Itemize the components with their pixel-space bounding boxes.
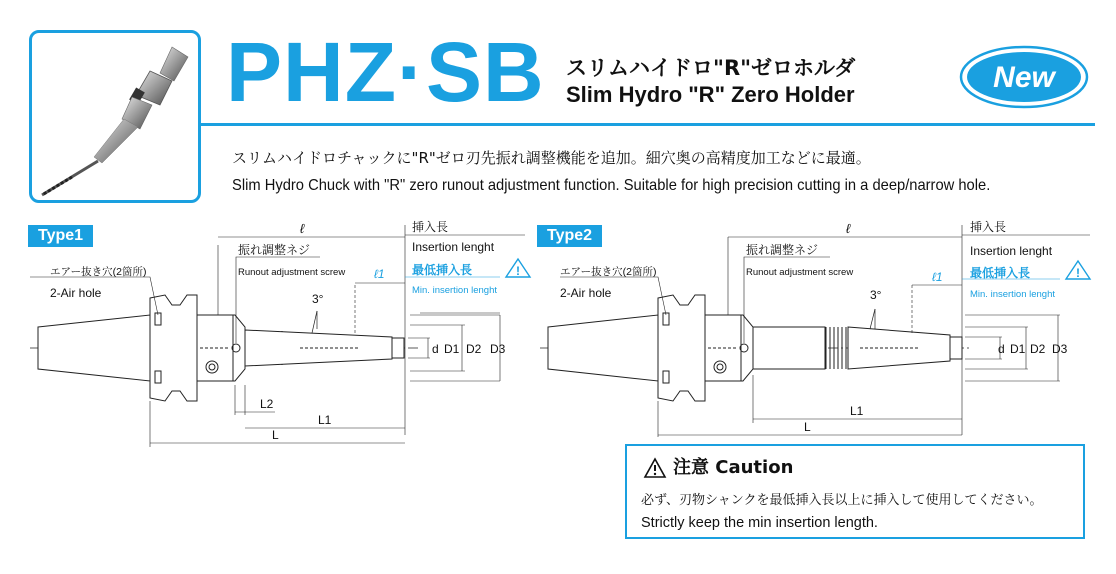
air-hole-en: 2-Air hole [560,286,612,300]
description-japanese: スリムハイドロチャックに"R"ゼロ刃先振れ調整機能を追加。細穴奥の高精度加工などに最適。 [232,149,871,167]
dim-d: d [432,342,439,356]
warning-icon [506,259,530,278]
dim-l: ℓ [300,221,305,236]
type2-badge: Type2 [537,225,602,247]
insertion-label-jp: 挿入長 [412,220,449,234]
dim-L: L [804,420,811,434]
dim-D1: D1 [444,342,460,356]
dim-l1: ℓ1 [374,267,385,281]
air-hole-jp: エアー抜き穴(2箇所) [560,266,657,278]
type1-badge: Type1 [28,225,93,247]
warning-icon [643,457,667,479]
warning-icon [1066,261,1090,280]
caution-box [625,444,1085,539]
insertion-label-jp: 挿入長 [970,220,1007,234]
caution-title-text: 注意 Caution [673,457,794,478]
runout-label-jp: 振れ調整ネジ [746,243,819,257]
subtitle-english: Slim Hydro "R" Zero Holder [566,82,855,107]
svg-text:!: ! [1076,266,1080,280]
new-badge [958,45,1090,109]
caution-text-japanese: 必ず、刃物シャンクを最低挿入長以上に挿入して使用してください。 [641,493,1043,508]
dim-L1: L1 [318,413,332,427]
caution-title [643,456,793,480]
header-divider [201,123,1095,126]
dim-D2: D2 [466,342,482,356]
dim-L: L [272,428,279,442]
air-hole-jp: エアー抜き穴(2箇所) [50,266,147,278]
dim-D3: D3 [1052,342,1068,356]
product-photo [32,33,198,200]
min-insertion-jp: 最低挿入長 [412,263,473,277]
insertion-label-en: Insertion lenght [970,244,1053,258]
dim-L2: L2 [260,397,274,411]
insertion-label-en: Insertion lenght [412,240,495,254]
type1-drawing [0,215,540,455]
air-hole-en: 2-Air hole [50,286,102,300]
angle-label: 3° [312,292,324,306]
caution-text-english: Strictly keep the min insertion length. [641,515,878,531]
dim-D2: D2 [1030,342,1046,356]
angle-label: 3° [870,288,882,302]
runout-label-jp: 振れ調整ネジ [238,243,311,257]
min-insertion-jp: 最低挿入長 [970,266,1031,280]
dim-D1: D1 [1010,342,1026,356]
subtitle-japanese: スリムハイドロ"R"ゼロホルダ [566,56,856,80]
dim-d: d [998,342,1005,356]
min-insertion-en: Min. insertion lenght [412,285,498,296]
dim-l1: ℓ1 [932,270,943,284]
runout-label-en: Runout adjustment screw [238,267,346,278]
page-title: PHZ·SB [226,25,545,119]
runout-label-en: Runout adjustment screw [746,267,854,278]
dim-l: ℓ [846,221,851,236]
description-english: Slim Hydro Chuck with "R" zero runout adjustment function. Suitable for high precision cutting in a deep/narrow hole. [232,177,991,194]
type2-drawing [540,215,1116,445]
dim-L1: L1 [850,404,864,418]
dim-D3: D3 [490,342,506,356]
svg-text:!: ! [516,264,520,278]
product-photo-frame [29,30,201,203]
new-badge-label: New [993,61,1055,94]
min-insertion-en: Min. insertion lenght [970,289,1056,300]
